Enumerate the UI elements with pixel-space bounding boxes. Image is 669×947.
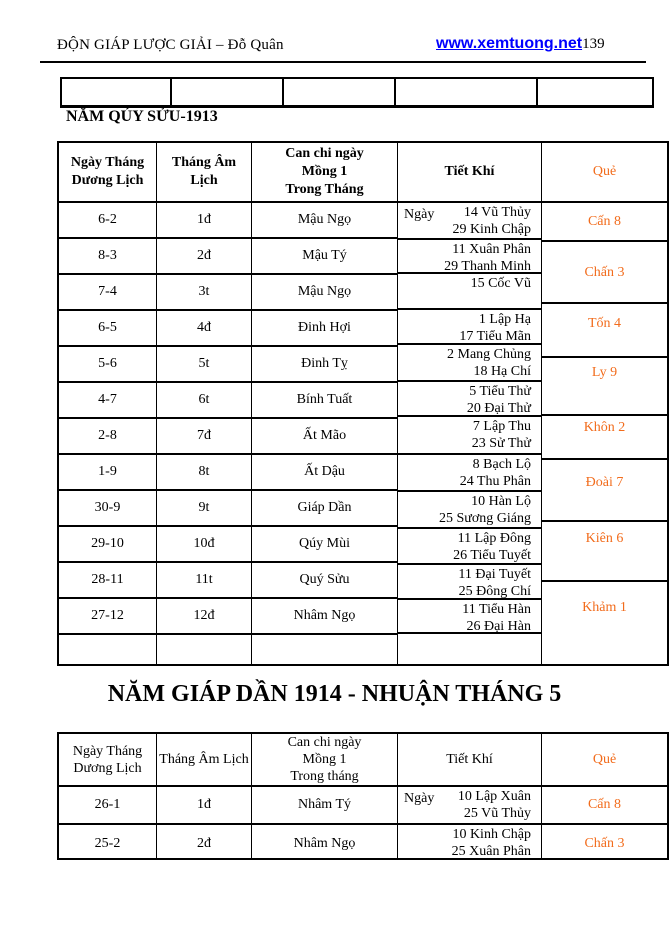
column-header bbox=[398, 734, 541, 787]
cell-can-chi: Ất Mão bbox=[252, 419, 397, 455]
col-lunar-month bbox=[156, 734, 251, 858]
top-table-cell bbox=[62, 79, 172, 105]
column-header-line: Tháng Âm Lịch bbox=[171, 155, 237, 188]
col-solar-date bbox=[59, 143, 156, 664]
tiet-khi-line: 26 Tiểu Tuyết bbox=[453, 547, 531, 563]
cell-tiet-khi bbox=[398, 310, 541, 345]
tiet-khi-line: 10 Kinh Chập bbox=[452, 827, 531, 842]
column-header-line: Dương Lịch bbox=[73, 760, 142, 776]
cell-can-chi: Nhâm Tý bbox=[252, 787, 397, 825]
column-header-line: Tháng Âm Lịch bbox=[159, 752, 249, 767]
cell-que: Tốn 4 bbox=[542, 304, 667, 358]
column-header bbox=[59, 734, 156, 787]
col-can-chi bbox=[251, 734, 397, 858]
document-title: ĐỘN GIÁP LƯỢC GIẢI – Đỗ Quân bbox=[57, 37, 284, 53]
cell-lunar-month: 11t bbox=[157, 563, 251, 599]
top-table-cell bbox=[172, 79, 284, 105]
cell-can-chi: Mậu Ngọ bbox=[252, 203, 397, 239]
cell-lunar-month: 1đ bbox=[157, 203, 251, 239]
cell-solar-date: 6-2 bbox=[59, 203, 156, 239]
column-header bbox=[157, 734, 251, 787]
column-header-line: Can chi ngày bbox=[287, 735, 362, 750]
tiet-khi-line: 26 Đại Hàn bbox=[466, 618, 531, 634]
cell-solar-date: 6-5 bbox=[59, 311, 156, 347]
tiet-khi-line: 24 Thu Phân bbox=[459, 473, 531, 489]
cell-tiet-khi bbox=[398, 565, 541, 600]
column-header bbox=[398, 143, 541, 203]
tiet-khi-line: 23 Sử Thử bbox=[471, 435, 531, 451]
cell-solar-date: 26-1 bbox=[59, 787, 156, 825]
cell-que: Chấn 3 bbox=[584, 835, 625, 851]
col-que bbox=[541, 143, 667, 664]
cell-lunar-month: 2đ bbox=[197, 835, 211, 851]
calendar-table-1913 bbox=[57, 141, 669, 666]
cell-solar-date: 5-6 bbox=[59, 347, 156, 383]
cell-tiet-khi bbox=[398, 455, 541, 492]
column-header bbox=[542, 734, 667, 787]
column-header-line: Mồng 1 bbox=[301, 164, 348, 179]
column-header bbox=[59, 143, 156, 203]
cell-que: Khôn 2 bbox=[542, 416, 667, 460]
cell-solar-date: 4-7 bbox=[59, 383, 156, 419]
column-header-line: Trong tháng bbox=[290, 769, 359, 784]
cell-que: Đoài 7 bbox=[542, 460, 667, 522]
column-header-line: Ngày Tháng bbox=[70, 155, 145, 170]
tiet-khi-day-label: Ngày bbox=[404, 791, 435, 806]
tiet-khi-line: 11 Lập Đông bbox=[457, 531, 531, 546]
cell-que: Kiên 6 bbox=[542, 522, 667, 582]
cell-solar-date: 2-8 bbox=[59, 419, 156, 455]
cell-tiet-khi bbox=[398, 417, 541, 455]
header-right-group bbox=[436, 35, 605, 53]
column-header bbox=[542, 143, 667, 203]
cell-tiet-khi bbox=[398, 634, 541, 668]
tiet-khi-line: 29 Kinh Chập bbox=[452, 221, 531, 237]
tiet-khi-line: 17 Tiểu Mãn bbox=[459, 328, 531, 344]
cell-can-chi: Mậu Ngọ bbox=[252, 275, 397, 311]
cell-que: Khảm 1 bbox=[582, 600, 627, 615]
cell-can-chi: Mậu Tý bbox=[252, 239, 397, 275]
cell-solar-date: 29-10 bbox=[59, 527, 156, 563]
cell-can-chi: Bính Tuất bbox=[252, 383, 397, 419]
column-header-line: Ngày Tháng bbox=[72, 743, 143, 759]
cell-tiet-khi bbox=[398, 274, 541, 310]
column-header bbox=[252, 734, 397, 787]
column-header-line: Tiết Khí bbox=[446, 752, 493, 767]
cell-can-chi bbox=[252, 635, 397, 668]
cell-can-chi: Đinh Hợi bbox=[252, 311, 397, 347]
cell-lunar-month: 2đ bbox=[157, 239, 251, 275]
tiet-khi-line: 11 Đại Tuyết bbox=[458, 567, 531, 582]
cell-tiet-khi bbox=[398, 240, 541, 274]
tiet-khi-line: 20 Đại Thử bbox=[466, 400, 531, 416]
column-header-line: Trong Tháng bbox=[285, 182, 364, 197]
tiet-khi-line: 14 Vũ Thủy bbox=[463, 205, 531, 220]
cell-solar-date: 25-2 bbox=[94, 835, 121, 851]
tiet-khi-line: 11 Tiểu Hàn bbox=[462, 602, 531, 617]
cell-solar-date: 7-4 bbox=[59, 275, 156, 311]
cell-can-chi: Qúy Mùi bbox=[252, 527, 397, 563]
tiet-khi-line: 25 Sương Giáng bbox=[439, 510, 531, 526]
header-divider-line bbox=[40, 61, 646, 63]
website-link[interactable]: www.xemtuong.net bbox=[436, 35, 583, 52]
col-tiet-khi bbox=[397, 734, 541, 858]
cell-tiet-khi bbox=[398, 203, 541, 240]
tiet-khi-day-label: Ngày bbox=[404, 207, 435, 222]
cell-lunar-month: 10đ bbox=[157, 527, 251, 563]
tiet-khi-line: 25 Đông Chí bbox=[458, 583, 531, 599]
tiet-khi-line: 25 Vũ Thủy bbox=[463, 805, 531, 821]
tiet-khi-line: 1 Lập Hạ bbox=[478, 312, 531, 327]
cell-can-chi: Nhâm Ngọ bbox=[252, 599, 397, 635]
tiet-khi-line: 2 Mang Chủng bbox=[447, 347, 531, 362]
tiet-khi-line: 5 Tiểu Thử bbox=[469, 384, 531, 399]
tiet-khi-line: 10 Hàn Lộ bbox=[471, 494, 531, 509]
cell-lunar-month: 8t bbox=[157, 455, 251, 491]
cell-can-chi: Quý Sửu bbox=[252, 563, 397, 599]
cell-lunar-month: 12đ bbox=[157, 599, 251, 635]
cell-solar-date: 30-9 bbox=[59, 491, 156, 527]
cell-solar-date: 28-11 bbox=[59, 563, 156, 599]
cell-lunar-month: 3t bbox=[157, 275, 251, 311]
column-header bbox=[157, 143, 251, 203]
page-number: 139 bbox=[582, 36, 605, 52]
column-header bbox=[252, 143, 397, 203]
column-header-line: Tiết Khí bbox=[444, 164, 495, 179]
tiet-khi-line: 10 Lập Xuân bbox=[457, 789, 531, 804]
cell-que: Cấn 8 bbox=[542, 203, 667, 242]
cell-tiet-khi bbox=[398, 492, 541, 529]
cell-lunar-month: 7đ bbox=[157, 419, 251, 455]
cell-tiet-khi bbox=[398, 787, 541, 825]
cell-lunar-month bbox=[157, 635, 251, 668]
cell-lunar-month: 4đ bbox=[157, 311, 251, 347]
cell-lunar-month: 9t bbox=[157, 491, 251, 527]
cell-tiet-khi bbox=[398, 382, 541, 417]
cell-tiet-khi bbox=[398, 345, 541, 382]
tiet-khi-line: 11 Xuân Phân bbox=[452, 242, 531, 257]
cell-solar-date: 8-3 bbox=[59, 239, 156, 275]
cell-que: Cấn 8 bbox=[542, 787, 667, 825]
cell-lunar-month: 6t bbox=[157, 383, 251, 419]
top-table-cell bbox=[538, 79, 652, 105]
column-header-line: Dương Lịch bbox=[71, 173, 144, 188]
cell-tiet-khi bbox=[398, 825, 541, 862]
cell-tiet-khi bbox=[398, 529, 541, 565]
section-heading-1914: NĂM GIÁP DẦN 1914 - NHUẬN THÁNG 5 bbox=[107, 681, 562, 707]
cell-tiet-khi bbox=[398, 600, 541, 634]
column-header-line: Quẻ bbox=[592, 752, 617, 767]
tiet-khi-line: 25 Xuân Phân bbox=[451, 843, 531, 859]
cell-solar-date bbox=[59, 635, 156, 668]
cell-lunar-month: 1đ bbox=[157, 787, 251, 825]
tiet-khi-line: 29 Thanh Minh bbox=[444, 258, 531, 274]
calendar-table-1914 bbox=[57, 732, 669, 860]
tiet-khi-line: 18 Hạ Chí bbox=[473, 363, 531, 379]
cell-can-chi: Đinh Tỵ bbox=[252, 347, 397, 383]
cell-can-chi: Giáp Dần bbox=[252, 491, 397, 527]
cell-solar-date: 27-12 bbox=[59, 599, 156, 635]
cell-can-chi: Ất Dậu bbox=[252, 455, 397, 491]
col-can-chi bbox=[251, 143, 397, 664]
column-header-line: Quẻ bbox=[592, 164, 617, 179]
col-lunar-month bbox=[156, 143, 251, 664]
cell-que: Chấn 3 bbox=[542, 242, 667, 304]
col-que bbox=[541, 734, 667, 858]
top-partial-table bbox=[60, 77, 654, 108]
tiet-khi-line: 8 Bạch Lộ bbox=[472, 457, 531, 472]
cell-solar-date: 1-9 bbox=[59, 455, 156, 491]
top-table-cell bbox=[396, 79, 538, 105]
column-header-line: Mồng 1 bbox=[302, 752, 347, 767]
top-table-cell bbox=[284, 79, 396, 105]
column-header-line: Can chi ngày bbox=[285, 146, 364, 161]
cell-can-chi: Nhâm Ngọ bbox=[293, 835, 356, 851]
tiet-khi-line: 15 Cốc Vũ bbox=[470, 276, 531, 291]
section-heading-1913: NĂM QÚY SỬU-1913 bbox=[66, 108, 218, 125]
col-tiet-khi bbox=[397, 143, 541, 664]
cell-que: Ly 9 bbox=[542, 358, 667, 416]
col-solar-date bbox=[59, 734, 156, 858]
cell-lunar-month: 5t bbox=[157, 347, 251, 383]
tiet-khi-line: 7 Lập Thu bbox=[472, 419, 531, 434]
